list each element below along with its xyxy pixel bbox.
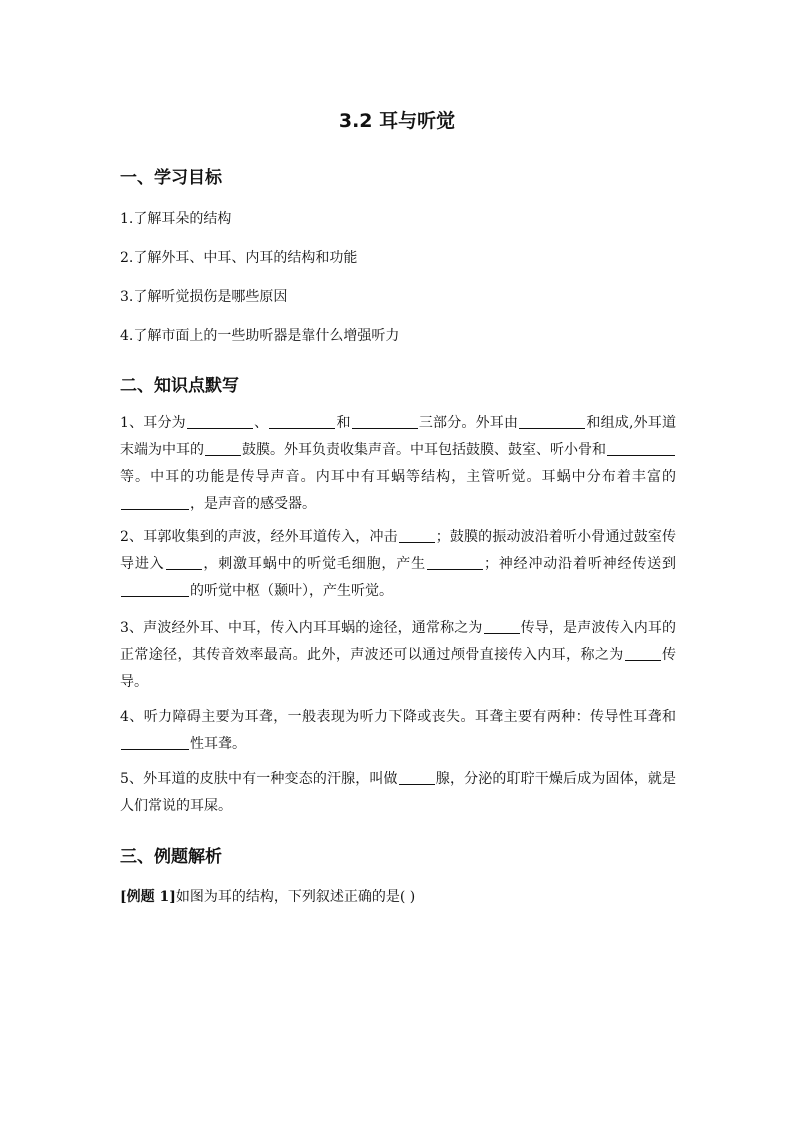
q1-text: 和组成,外耳道末端为中耳的: [120, 415, 677, 458]
q1-text: 三部分。外耳由: [418, 415, 519, 431]
section-heading-examples: 三、例题解析: [120, 847, 222, 867]
fill-blank[interactable]: [205, 441, 241, 456]
q1-text: 鼓膜。外耳负责收集声音。中耳包括鼓膜、鼓室、听小骨和: [242, 442, 606, 458]
q2-text: 的听觉中枢（颞叶），产生听觉。: [190, 583, 393, 599]
q1-text: ，是声音的感受器。: [190, 496, 316, 512]
question-1: [120, 410, 676, 518]
section-heading-goals: 一、学习目标: [120, 168, 222, 188]
example-label: [例题 1]: [120, 889, 176, 905]
fill-blank[interactable]: [625, 646, 661, 661]
q4-text: 4、听力障碍主要为耳聋，一般表现为听力下降或丧失。耳聋主要有两种：传导性耳聋和: [120, 709, 676, 725]
q3-text: 传导，是声波传入内耳的正常途径，其传音效率最高。此外，声波还可以通过颅骨直接传入内耳，称之为: [120, 620, 677, 663]
goal-item: 1.了解耳朵的结构: [120, 211, 232, 227]
question-5: [120, 766, 676, 820]
q5-text: 5、外耳道的皮肤中有一种变态的汗腺，叫做: [120, 771, 398, 787]
fill-blank[interactable]: [352, 414, 418, 429]
goal-item: 4.了解市面上的一些助听器是靠什么增强听力: [120, 328, 400, 344]
fill-blank[interactable]: [399, 770, 435, 785]
question-3: [120, 615, 676, 696]
q3-text: 3、声波经外耳、中耳，传入内耳耳蜗的途径，通常称之为: [120, 620, 483, 636]
q2-text: 2、耳郭收集到的声波，经外耳道传入，冲击: [120, 529, 398, 545]
q2-text: ；鼓膜的振动波沿着听小骨通过鼓室传导进入: [120, 529, 677, 572]
q1-text: 1、耳分为: [120, 415, 186, 431]
q4-text: 性耳聋。: [190, 736, 246, 752]
q3-text: 传导。: [120, 647, 676, 690]
q2-text: ，刺激耳蜗中的听觉毛细胞，产生: [202, 556, 426, 572]
goal-item: 2.了解外耳、中耳、内耳的结构和功能: [120, 250, 358, 266]
fill-blank[interactable]: [399, 528, 435, 543]
q1-text: 和: [336, 415, 351, 431]
goal-item: 3.了解听觉损伤是哪些原因: [120, 289, 288, 305]
question-4: [120, 704, 676, 758]
section-heading-knowledge: 二、知识点默写: [120, 376, 239, 396]
fill-blank[interactable]: [121, 735, 189, 750]
fill-blank[interactable]: [269, 414, 335, 429]
page-title: 3.2 耳与听觉: [338, 110, 456, 132]
fill-blank[interactable]: [166, 555, 202, 570]
fill-blank[interactable]: [519, 414, 585, 429]
q1-text: 、: [253, 415, 269, 431]
q2-text: ；神经冲动沿着听神经传送到: [483, 556, 677, 572]
fill-blank[interactable]: [187, 414, 253, 429]
fill-blank[interactable]: [427, 555, 483, 570]
fill-blank[interactable]: [121, 582, 189, 597]
fill-blank[interactable]: [607, 441, 675, 456]
question-2: [120, 524, 676, 605]
example-1: [120, 886, 415, 906]
example-text: 如图为耳的结构，下列叙述正确的是( ): [175, 889, 416, 905]
q1-text: 等。中耳的功能是传导声音。内耳中有耳蜗等结构，主管听觉。耳蜗中分布着丰富的: [120, 469, 676, 485]
fill-blank[interactable]: [484, 619, 520, 634]
q5-text: 腺，分泌的耵聍干燥后成为固体，就是人们常说的耳屎。: [120, 771, 677, 814]
fill-blank[interactable]: [121, 495, 189, 510]
